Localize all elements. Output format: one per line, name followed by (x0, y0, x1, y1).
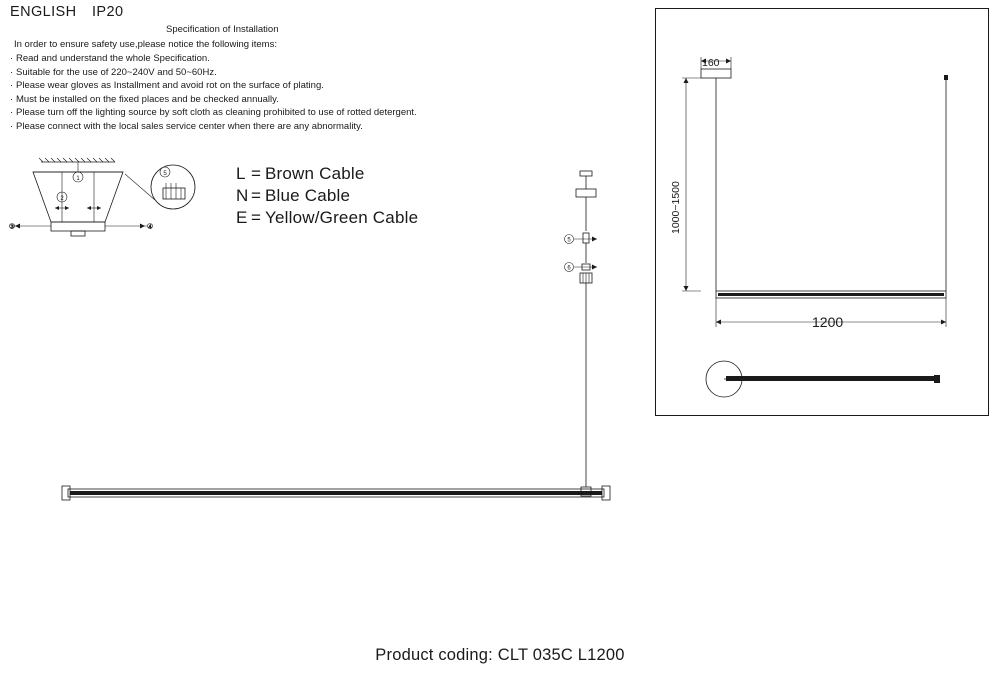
linear-fixture-front-view (60, 480, 620, 510)
list-item: · Please connect with the local sales service center when there are any abnormality. (10, 120, 417, 134)
ip-rating-label: IP20 (92, 4, 124, 20)
dimension-panel (655, 8, 989, 416)
suspension-assembly-drawing (555, 165, 625, 505)
list-item: · Suitable for the use of 220~240V and 50~60Hz. (10, 66, 417, 80)
legend-value: Blue Cable (265, 186, 351, 205)
cable-legend (236, 163, 418, 229)
legend-key: L (236, 164, 246, 183)
language-label: ENGLISH (10, 4, 77, 20)
legend-row (236, 207, 418, 229)
legend-value: Yellow/Green Cable (265, 208, 419, 227)
svg-text:5: 5 (163, 171, 167, 177)
spec-intro: In order to ensure safety use,please notice the following items: (14, 39, 277, 50)
list-item: · Please turn off the lighting source by soft cloth as cleaning prohibited to use of rotted detergent. (10, 106, 417, 120)
svg-text:2: 2 (60, 196, 64, 202)
dimension-drawing (656, 9, 988, 415)
legend-equals: = (251, 208, 262, 227)
canopy-width-dimension: 160 (702, 57, 720, 69)
list-item: · Please wear gloves as Installment and avoid rot on the surface of plating. (10, 79, 417, 93)
svg-text:3: 3 (10, 224, 14, 231)
svg-text:4: 4 (148, 224, 152, 231)
svg-text:5: 5 (567, 237, 571, 244)
legend-key: N (236, 186, 249, 205)
legend-equals: = (251, 164, 262, 183)
spec-list (10, 52, 417, 134)
svg-text:6: 6 (567, 265, 571, 272)
svg-text:1: 1 (76, 176, 80, 182)
legend-row (236, 185, 418, 207)
legend-equals: = (251, 186, 262, 205)
legend-value: Brown Cable (265, 164, 365, 183)
spec-title: Specification of Installation (166, 24, 279, 35)
product-coding: Product coding: CLT 035C L1200 (375, 646, 625, 664)
legend-key: E (236, 208, 248, 227)
list-item: · Read and understand the whole Specification. (10, 52, 417, 66)
fixture-length-dimension: 1200 (812, 314, 844, 330)
ceiling-mount-detail-drawing (5, 150, 225, 250)
list-item: · Must be installed on the fixed places and be checked annually. (10, 93, 417, 107)
legend-row (236, 163, 418, 185)
drop-height-dimension: 1000~1500 (670, 181, 682, 234)
